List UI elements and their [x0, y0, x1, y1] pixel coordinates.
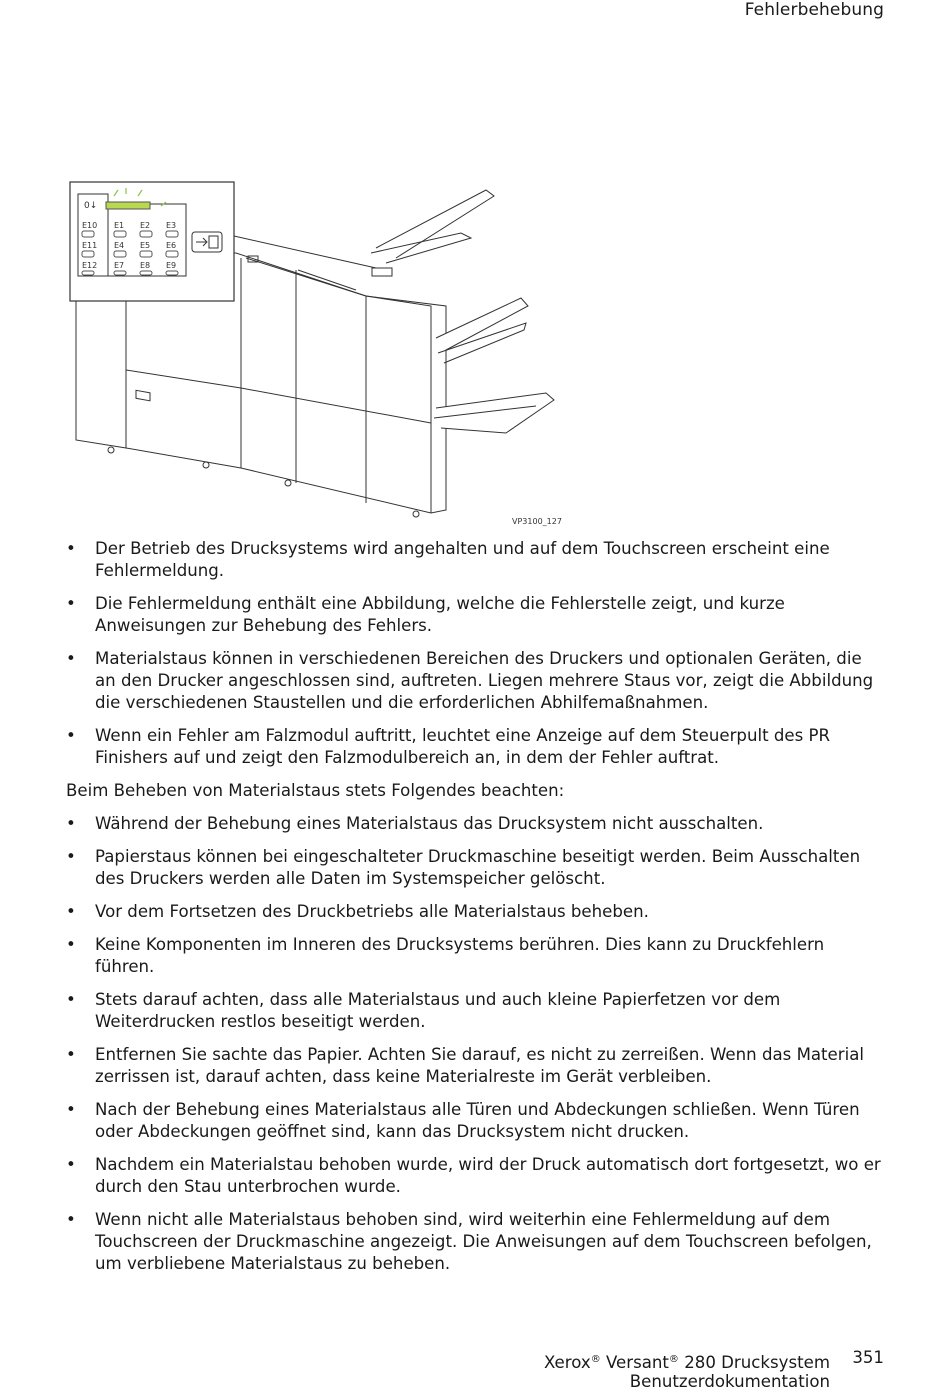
list-item: • Entfernen Sie sachte das Papier. Achten Sie darauf, es nicht zu zerreißen. Wenn das Material zerrissen ist, darauf achten, dass keine Materialreste im Gerät verbleiben. [66, 1044, 886, 1088]
main-content [66, 538, 886, 1286]
list-item: • Wenn ein Fehler am Falzmodul auftritt, leuchtet eine Anzeige auf dem Steuerpult des PR Finishers auf und zeigt den Falzmodulbereich an, in dem der Fehler auftrat. [66, 725, 886, 769]
list-item: • Nachdem ein Materialstau behoben wurde, wird der Druck automatisch dort fortgesetzt, wo er durch den Stau unterbrochen wurde. [66, 1154, 886, 1198]
panel-code-e6: E6 [166, 241, 177, 250]
panel-code-e5: E5 [140, 241, 151, 250]
list-item: • Vor dem Fortsetzen des Druckbetriebs alle Materialstaus beheben. [66, 901, 886, 923]
registered-mark: ® [668, 1354, 679, 1365]
footer-product-middle: Versant [605, 1353, 669, 1372]
panel-code-e2: E2 [140, 221, 151, 230]
error-behavior-list [66, 538, 886, 769]
list-item: • Während der Behebung eines Materialstaus das Drucksystem nicht ausschalten. [66, 813, 886, 835]
list-item: • Die Fehlermeldung enthält eine Abbildung, welche die Fehlerstelle zeigt, und kurze Anweisungen zur Behebung des Fehlers. [66, 593, 886, 637]
panel-code-e12: E12 [82, 261, 98, 270]
printer-illustration [66, 178, 566, 528]
footer-brand: Xerox [543, 1353, 591, 1372]
list-item: • Keine Komponenten im Inneren des Drucksystems berühren. Dies kann zu Druckfehlern führen. [66, 934, 886, 978]
registered-mark: ® [590, 1354, 601, 1365]
list-item: • Materialstaus können in verschiedenen Bereichen des Druckers und optionalen Geräten, die an den Drucker angeschlossen sind, auftreten. Liegen mehrere Staus vor, zeigt die Abbildung die verschiedenen Staustellen und die erforderlichen Abhilfemaßnahmen. [66, 648, 886, 714]
panel-code-e8: E8 [140, 261, 151, 270]
panel-code-e7: E7 [114, 261, 125, 270]
panel-code-e3: E3 [166, 221, 177, 230]
intro-paragraph: Beim Beheben von Materialstaus stets Folgendes beachten: [66, 781, 565, 800]
svg-text:0↓: 0↓ [84, 201, 98, 211]
list-item: • Der Betrieb des Drucksystems wird angehalten und auf dem Touchscreen erscheint eine Fehlermeldung. [66, 538, 886, 582]
list-item: • Stets darauf achten, dass alle Materialstaus und auch kleine Papierfetzen vor dem Weiterdrucken restlos beseitigt werden. [66, 989, 886, 1033]
panel-code-e4: E4 [114, 241, 125, 250]
status-indicator-light [106, 202, 150, 209]
figure-label: VP3100_127 [512, 517, 562, 526]
list-item: • Papierstaus können bei eingeschalteter Druckmaschine beseitigt werden. Beim Ausschalten des Druckers werden alle Daten im Systemspeicher gelöscht. [66, 846, 886, 890]
list-item: • Wenn nicht alle Materialstaus behoben sind, wird weiterhin eine Fehlermeldung auf dem Touchscreen der Druckmaschine angezeigt. Die Anweisungen auf dem Touchscreen befolgen, um verbliebene Materialstaus zu beheben. [66, 1209, 886, 1275]
footer-product-rest: 280 Drucksystem [684, 1353, 830, 1372]
panel-code-e10: E10 [82, 221, 98, 230]
page-header-title: Fehlerbehebung [744, 0, 884, 20]
panel-code-e11: E11 [82, 241, 98, 250]
panel-code-e9: E9 [166, 261, 177, 270]
footer-doc-title: Benutzerdokumentation [629, 1372, 830, 1391]
panel-code-e1: E1 [114, 221, 125, 230]
page-number: 351 [852, 1348, 884, 1367]
list-item: • Nach der Behebung eines Materialstaus alle Türen und Abdeckungen schließen. Wenn Türen oder Abdeckungen geöffnet sind, kann das Drucksystem nicht drucken. [66, 1099, 886, 1143]
jam-clearing-list [66, 813, 886, 1275]
